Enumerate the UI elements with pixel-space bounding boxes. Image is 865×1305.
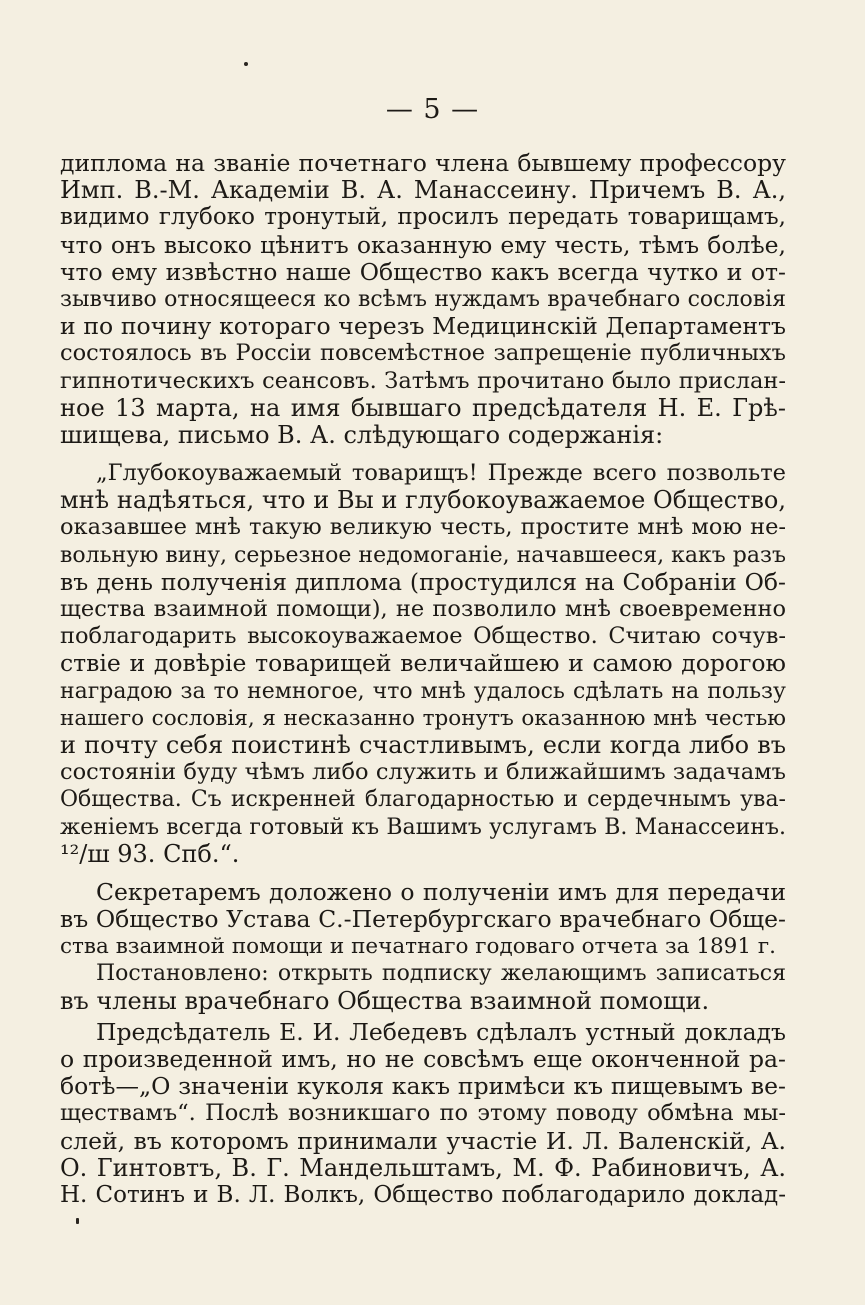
text-line: видимо глубоко тронутый, просилъ передать товарищамъ, (60, 204, 786, 231)
text-line: ствіе и довѣріе товарищей величайшею и самою дорогою (60, 649, 786, 678)
paragraph (60, 960, 786, 1014)
text-line: что онъ высоко цѣнитъ оказанную ему честь, тѣмъ болѣе, (60, 230, 786, 259)
text-line: состоялось въ Россіи повсемѣстное запрещеніе публичныхъ (60, 340, 786, 367)
text-line: Предсѣдатель Е. И. Лебедевъ сдѣлалъ устный докладъ (96, 1017, 786, 1046)
text-line: ¹²/ш 93. Спб.“. (60, 839, 240, 868)
text-line: въ члены врачебнаго Общества взаимной помощи. (60, 986, 710, 1015)
page-body (60, 150, 786, 1209)
text-line: Общества. Съ искренней благодарностью и сердечнымъ ува- (60, 787, 786, 813)
ink-speck (244, 62, 248, 66)
paragraph (60, 1019, 786, 1209)
text-line: поблагодарить высокоуважаемое Общество. Считаю сочув- (60, 623, 786, 650)
quoted-letter (60, 460, 786, 868)
text-line: оказавшее мнѣ такую великую честь, простите мнѣ мою не- (60, 514, 786, 541)
text-line: шищева, письмо В. А. слѣдующаго содержанія: (60, 420, 664, 449)
paragraph (60, 879, 786, 961)
text-line: нашего сословія, я несказанно тронутъ оказанною мнѣ честью (60, 705, 786, 731)
text-line: Постановлено: открыть подписку желающимъ записаться (96, 961, 786, 987)
text-line: ное 13 марта, на имя бывшаго предсѣдателя Н. Е. Грѣ- (60, 393, 786, 422)
text-line: Имп. В.-М. Академіи В. А. Манассеину. Причемъ В. А., (60, 176, 786, 205)
ink-speck (76, 1218, 79, 1224)
text-line: слей, въ которомъ принимали участіе И. Л. Валенскій, А. (60, 1126, 786, 1155)
text-line: Н. Сотинъ и В. Л. Волкъ, Общество поблагодарило доклад- (60, 1181, 786, 1208)
text-line: зывчиво относящееся ко всѣмъ нуждамъ врачебнаго сословія (60, 286, 786, 312)
text-line: что ему извѣстно наше Общество какъ всегда чутко и от- (60, 257, 786, 286)
text-line: ботѣ—„О значеніи куколя какъ примѣси къ пищевымъ ве- (60, 1072, 786, 1101)
text-line: щества взаимной помощи), не позволило мнѣ своевременно (60, 596, 786, 622)
text-line: диплома на званіе почетнаго члена бывшему профессору (60, 149, 786, 177)
text-line: ществамъ“. Послѣ возникшаго по этому поводу обмѣна мы- (60, 1100, 786, 1127)
text-line: состояніи буду чѣмъ либо служить и ближайшимъ задачамъ (60, 759, 786, 786)
text-line: „Глубокоуважаемый товарищъ! Прежде всего позвольте (96, 460, 786, 487)
text-line: въ Общество Устава С.-Петербургскаго врачебнаго Обще- (60, 905, 786, 934)
paragraph-spacer (60, 449, 786, 460)
text-line: мнѣ надѣяться, что и Вы и глубокоуважаемое Общество, (60, 486, 786, 515)
paragraph (60, 150, 786, 449)
text-line: и по почину котораго черезъ Медицинскій Департаментъ (60, 312, 786, 341)
text-line: О. Гинтовтъ, В. Г. Мандельштамъ, М. Ф. Рабиновичъ, А. (60, 1153, 786, 1182)
text-line: Секретаремъ доложено о полученіи имъ для передачи (96, 877, 786, 906)
text-line: вольную вину, серьезное недомоганіе, начавшееся, какъ разъ (60, 542, 786, 568)
text-line: въ день полученія диплома (простудился на Собраніи Об- (60, 567, 786, 596)
text-line: наградою за то немногое, что мнѣ удалось сдѣлать на пользу (60, 678, 786, 704)
page-number: — 5 — (385, 94, 480, 125)
text-line: женіемъ всегда готовый къ Вашимъ услугамъ В. Манассеинъ. (60, 814, 786, 840)
text-line: и почту себя поистинѣ счастливымъ, если когда либо въ (60, 730, 786, 759)
text-line: ства взаимной помощи и печатнаго годоваго отчета за 1891 г. (60, 934, 776, 960)
text-line: о произведенной имъ, но не совсѣмъ еще оконченной ра- (60, 1045, 786, 1073)
text-line: гипнотическихъ сеансовъ. Затѣмъ прочитано было прислан- (60, 367, 786, 394)
